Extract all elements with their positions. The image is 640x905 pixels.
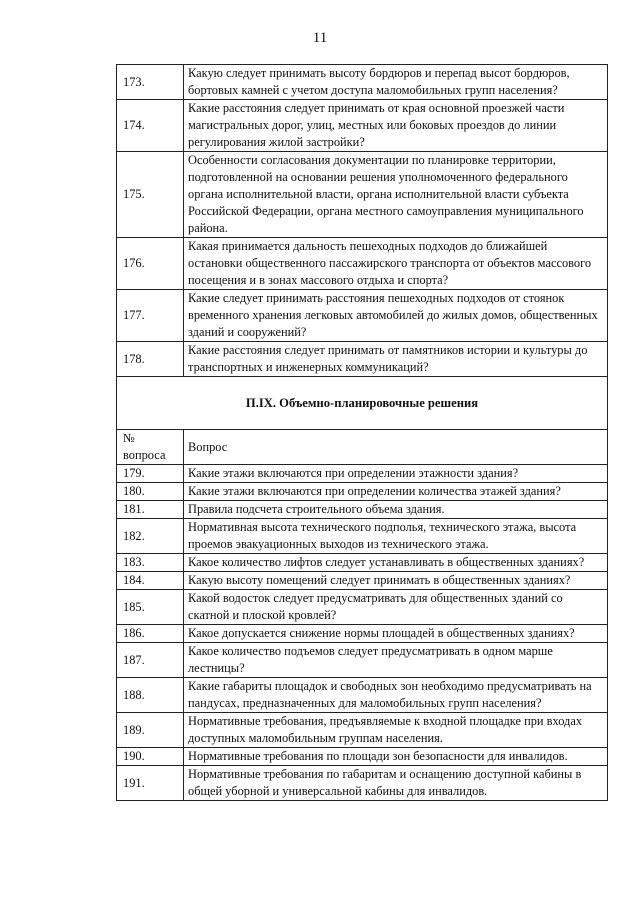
column-header-row — [117, 430, 608, 465]
question-number: 174. — [117, 100, 184, 152]
table-row — [117, 643, 608, 678]
question-number: 181. — [117, 501, 184, 519]
question-number: 179. — [117, 465, 184, 483]
question-text: Какие расстояния следует принимать от памятников истории и культуры до транспортных и инженерных коммуникаций? — [184, 342, 608, 377]
section-title: П.IX. Объемно-планировочные решения — [117, 377, 608, 430]
question-number: 190. — [117, 748, 184, 766]
question-text: Какие следует принимать расстояния пешеходных подходов от стоянок временного хранения легковых автомобилей до жилых домов, общественных зданий и сооружений? — [184, 290, 608, 342]
table-row — [117, 100, 608, 152]
section-header — [117, 377, 608, 465]
question-text: Нормативные требования по площади зон безопасности для инвалидов. — [184, 748, 608, 766]
question-text: Какое количество подъемов следует предусматривать в одном марше лестницы? — [184, 643, 608, 678]
question-text: Правила подсчета строительного объема здания. — [184, 501, 608, 519]
question-text: Особенности согласования документации по планировке территории, подготовленной на основании решения уполномоченного федерального органа исполнительной власти, органа исполнительной власти субъекта Российской Федерации, органа местного самоуправления муниципального района. — [184, 152, 608, 238]
column-header-question: Вопрос — [184, 430, 608, 465]
question-number: 173. — [117, 65, 184, 100]
question-number: 189. — [117, 713, 184, 748]
question-text: Какие этажи включаются при определении количества этажей здания? — [184, 483, 608, 501]
questions-table — [116, 64, 608, 801]
question-number: 186. — [117, 625, 184, 643]
question-text: Какое допускается снижение нормы площадей в общественных зданиях? — [184, 625, 608, 643]
table-row — [117, 590, 608, 625]
question-text: Какую следует принимать высоту бордюров и перепад высот бордюров, бортовых камней с учетом доступа маломобильных групп населения? — [184, 65, 608, 100]
question-number: 185. — [117, 590, 184, 625]
table-row — [117, 152, 608, 238]
question-text: Нормативные требования по габаритам и оснащению доступной кабины в общей уборной и универсальной кабины для инвалидов. — [184, 766, 608, 801]
table-row — [117, 465, 608, 483]
question-text: Нормативные требования, предъявляемые к входной площадке при входах доступных маломобильным группам населения. — [184, 713, 608, 748]
question-number: 183. — [117, 554, 184, 572]
question-number: 191. — [117, 766, 184, 801]
question-text: Какое количество лифтов следует устанавливать в общественных зданиях? — [184, 554, 608, 572]
page-number: 11 — [312, 30, 328, 46]
table-row — [117, 748, 608, 766]
table-row — [117, 713, 608, 748]
table-row — [117, 625, 608, 643]
question-text: Какие этажи включаются при определении этажности здания? — [184, 465, 608, 483]
question-number: 178. — [117, 342, 184, 377]
question-text: Какие расстояния следует принимать от края основной проезжей части магистральных дорог, улиц, местных или боковых проездов до линии регулирования жилой застройки? — [184, 100, 608, 152]
question-number: 176. — [117, 238, 184, 290]
question-text: Какие габариты площадок и свободных зон необходимо предусматривать на пандусах, предназначенных для маломобильных групп населения? — [184, 678, 608, 713]
table-row — [117, 290, 608, 342]
table-row — [117, 342, 608, 377]
table-row — [117, 501, 608, 519]
questions-body-part-2 — [117, 465, 608, 801]
question-text: Какой водосток следует предусматривать для общественных зданий со скатной и плоской кровлей? — [184, 590, 608, 625]
question-number: 177. — [117, 290, 184, 342]
question-text: Нормативная высота технического подполья, технического этажа, высота проемов эвакуационных выходов из технического этажа. — [184, 519, 608, 554]
question-number: 188. — [117, 678, 184, 713]
section-row — [117, 377, 608, 430]
column-header-number: № вопроса — [117, 430, 184, 465]
table-row — [117, 65, 608, 100]
table-row — [117, 572, 608, 590]
table-row — [117, 554, 608, 572]
question-number: 184. — [117, 572, 184, 590]
questions-body-part-1 — [117, 65, 608, 377]
table-row — [117, 766, 608, 801]
table-row — [117, 678, 608, 713]
question-number: 187. — [117, 643, 184, 678]
question-text: Какую высоту помещений следует принимать в общественных зданиях? — [184, 572, 608, 590]
table-row — [117, 238, 608, 290]
question-text: Какая принимается дальность пешеходных подходов до ближайшей остановки общественного пассажирского транспорта от объектов массового посещения и в зонах массового отдыха и спорта? — [184, 238, 608, 290]
question-number: 182. — [117, 519, 184, 554]
table-row — [117, 483, 608, 501]
table-row — [117, 519, 608, 554]
question-number: 180. — [117, 483, 184, 501]
question-number: 175. — [117, 152, 184, 238]
